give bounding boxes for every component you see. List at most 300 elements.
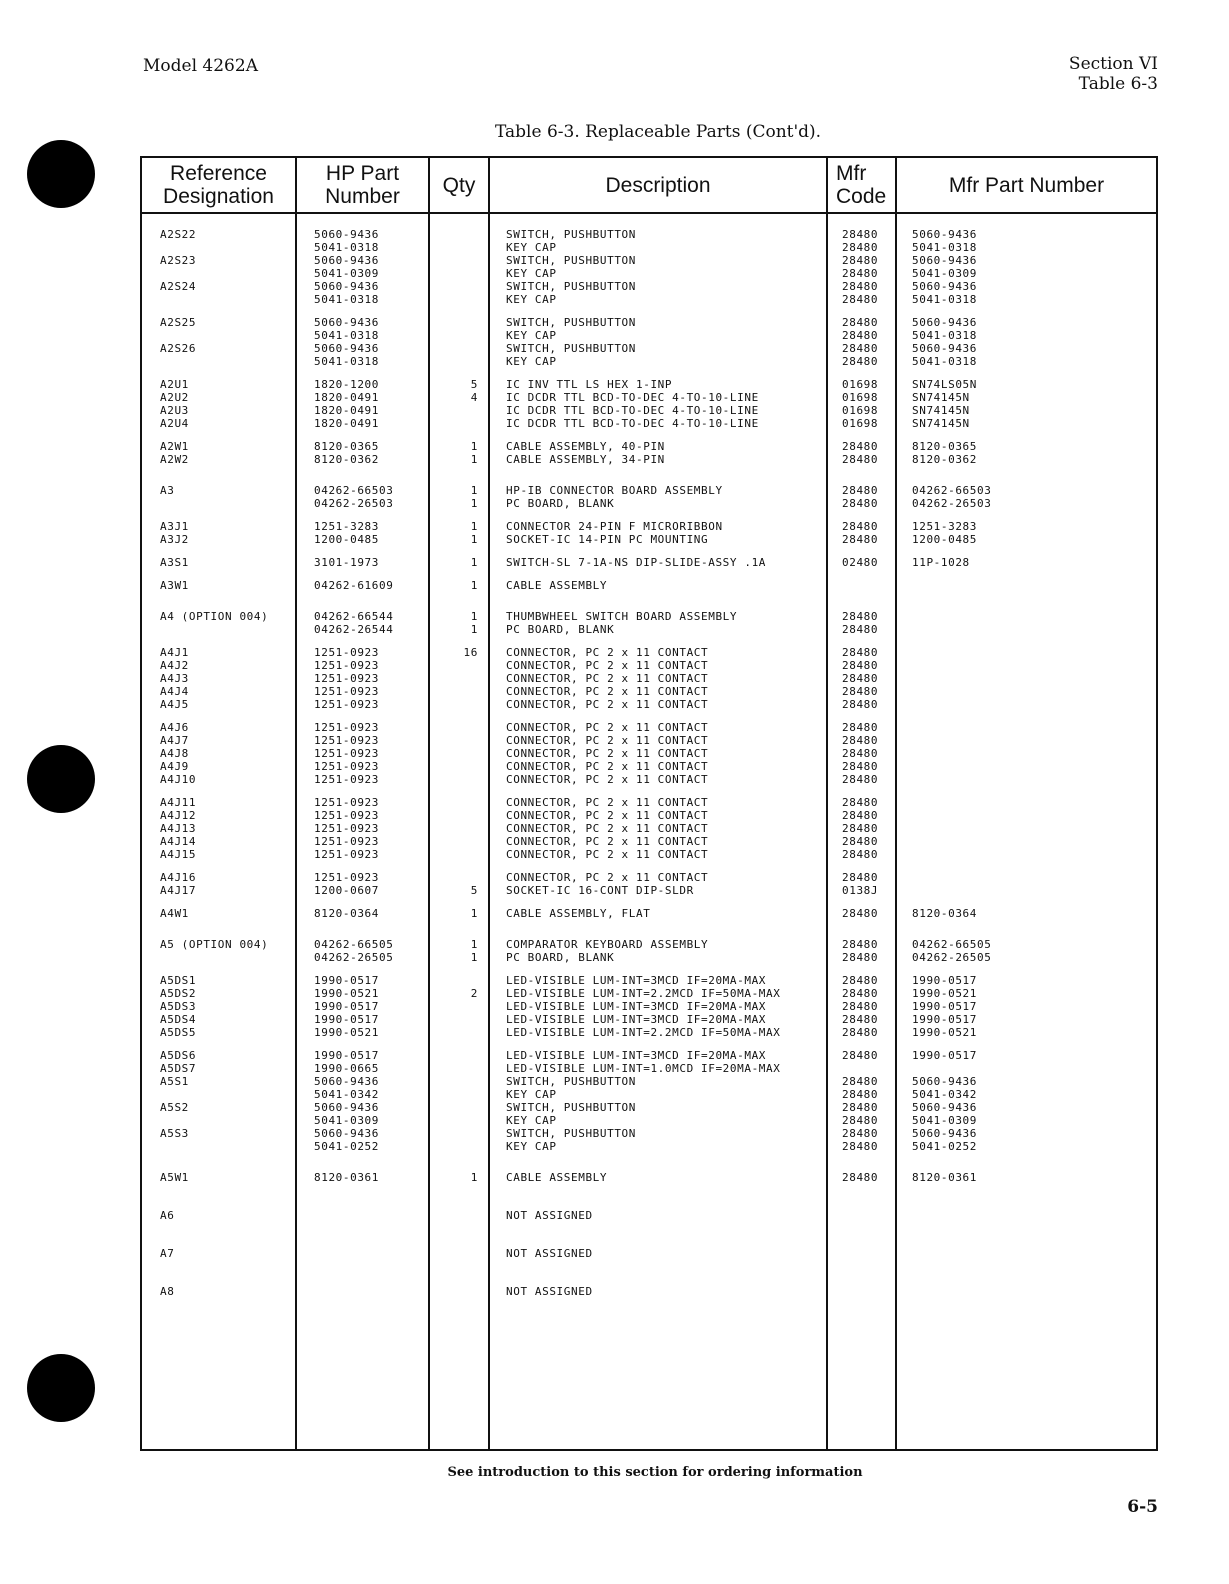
mfr-part-cell: 5041-0252 <box>912 1140 978 1153</box>
table-row <box>142 822 1156 835</box>
description-cell: KEY CAP <box>506 1140 557 1153</box>
hp-part-cell: 1251-0923 <box>314 685 380 698</box>
description-cell: CONNECTOR, PC 2 x 11 CONTACT <box>506 822 709 835</box>
hp-part-cell: 5041-0318 <box>314 355 380 368</box>
mfr-code-cell: 28480 <box>842 938 879 951</box>
hp-part-cell: 8120-0364 <box>314 907 380 920</box>
ref-cell: A5DS1 <box>160 974 197 987</box>
description-cell: PC BOARD, BLANK <box>506 623 615 636</box>
table-row <box>142 848 1156 861</box>
description-cell: LED-VISIBLE LUM-INT=2.2MCD IF=50MA-MAX <box>506 1026 781 1039</box>
ref-cell: A4J1 <box>160 646 189 659</box>
description-cell: LED-VISIBLE LUM-INT=3MCD IF=20MA-MAX <box>506 1000 767 1013</box>
mfr-code-cell: 28480 <box>842 974 879 987</box>
description-cell: CABLE ASSEMBLY, FLAT <box>506 907 651 920</box>
ref-cell: A4J5 <box>160 698 189 711</box>
mfr-part-cell: 1990-0521 <box>912 1026 978 1039</box>
hp-part-cell: 1251-0923 <box>314 734 380 747</box>
hp-part-cell: 1251-0923 <box>314 659 380 672</box>
hp-part-cell: 1251-0923 <box>314 796 380 809</box>
mfr-code-cell: 01698 <box>842 391 879 404</box>
ref-cell: A2S23 <box>160 254 197 267</box>
hp-part-cell: 8120-0361 <box>314 1171 380 1184</box>
description-cell: CONNECTOR 24-PIN F MICRORIBBON <box>506 520 723 533</box>
hp-part-cell: 1251-3283 <box>314 520 380 533</box>
table-row <box>142 1140 1156 1153</box>
mfr-part-cell: 5041-0318 <box>912 329 978 342</box>
table-row <box>142 987 1156 1000</box>
description-cell: CABLE ASSEMBLY <box>506 1171 608 1184</box>
mfr-code-cell: 28480 <box>842 809 879 822</box>
mfr-code-cell: 28480 <box>842 721 879 734</box>
hp-part-cell: 1251-0923 <box>314 835 380 848</box>
hp-part-cell: 5060-9436 <box>314 1075 380 1088</box>
col-header-text: Number <box>325 185 400 208</box>
mfr-code-cell: 28480 <box>842 835 879 848</box>
table-row <box>142 391 1156 404</box>
mfr-part-cell: 1990-0521 <box>912 987 978 1000</box>
qty-cell: 1 <box>470 579 478 592</box>
binder-hole <box>27 140 95 208</box>
hp-part-cell: 04262-61609 <box>314 579 394 592</box>
hp-part-cell: 5041-0318 <box>314 329 380 342</box>
description-cell: CONNECTOR, PC 2 x 11 CONTACT <box>506 659 709 672</box>
table-row <box>142 241 1156 254</box>
description-cell: IC DCDR TTL BCD-TO-DEC 4-TO-10-LINE <box>506 404 759 417</box>
description-cell: LED-VISIBLE LUM-INT=3MCD IF=20MA-MAX <box>506 974 767 987</box>
mfr-code-cell: 28480 <box>842 440 879 453</box>
ref-cell: A2U1 <box>160 378 189 391</box>
ref-cell: A2U2 <box>160 391 189 404</box>
hp-part-cell: 8120-0362 <box>314 453 380 466</box>
table-row <box>142 721 1156 734</box>
hp-part-cell: 04262-26503 <box>314 497 394 510</box>
table-row <box>142 533 1156 546</box>
description-cell: CABLE ASSEMBLY, 40-PIN <box>506 440 665 453</box>
description-cell: PC BOARD, BLANK <box>506 497 615 510</box>
col-header-text: HP Part <box>325 162 400 185</box>
mfr-code-cell: 28480 <box>842 1075 879 1088</box>
hp-part-cell: 1251-0923 <box>314 871 380 884</box>
table-row <box>142 809 1156 822</box>
hp-part-cell: 5041-0252 <box>314 1140 380 1153</box>
table-row <box>142 355 1156 368</box>
mfr-code-cell: 28480 <box>842 280 879 293</box>
description-cell: THUMBWHEEL SWITCH BOARD ASSEMBLY <box>506 610 738 623</box>
col-header-text: Mfr <box>836 162 867 185</box>
description-cell: NOT ASSIGNED <box>506 1209 593 1222</box>
ref-cell: A7 <box>160 1247 175 1260</box>
hp-part-cell: 1820-0491 <box>314 391 380 404</box>
page-number: 6-5 <box>1127 1497 1158 1517</box>
description-cell: IC DCDR TTL BCD-TO-DEC 4-TO-10-LINE <box>506 391 759 404</box>
mfr-code-cell: 01698 <box>842 417 879 430</box>
col-header-reference <box>142 158 295 212</box>
mfr-code-cell: 28480 <box>842 698 879 711</box>
mfr-part-cell: 5060-9436 <box>912 1075 978 1088</box>
mfr-code-cell: 28480 <box>842 1127 879 1140</box>
description-cell: COMPARATOR KEYBOARD ASSEMBLY <box>506 938 709 951</box>
mfr-part-cell: 04262-26505 <box>912 951 992 964</box>
mfr-part-cell: 5060-9436 <box>912 228 978 241</box>
table-row <box>142 646 1156 659</box>
ref-cell: A4 (OPTION 004) <box>160 610 269 623</box>
qty-cell: 1 <box>470 497 478 510</box>
ref-cell: A5W1 <box>160 1171 189 1184</box>
description-cell: CONNECTOR, PC 2 x 11 CONTACT <box>506 809 709 822</box>
table-row <box>142 1075 1156 1088</box>
mfr-code-cell: 28480 <box>842 871 879 884</box>
mfr-code-cell: 28480 <box>842 254 879 267</box>
mfr-code-cell: 28480 <box>842 685 879 698</box>
section-name: Section VI <box>1068 54 1158 74</box>
ref-cell: A4J2 <box>160 659 189 672</box>
hp-part-cell: 5041-0309 <box>314 267 380 280</box>
col-header-text: Description <box>605 173 711 197</box>
mfr-code-cell: 28480 <box>842 293 879 306</box>
mfr-part-cell: SN74145N <box>912 391 970 404</box>
table-row <box>142 1209 1156 1222</box>
hp-part-cell: 1990-0517 <box>314 974 380 987</box>
mfr-part-cell: 5060-9436 <box>912 342 978 355</box>
description-cell: CONNECTOR, PC 2 x 11 CONTACT <box>506 773 709 786</box>
mfr-code-cell: 28480 <box>842 1049 879 1062</box>
mfr-code-cell: 28480 <box>842 907 879 920</box>
ref-cell: A4J4 <box>160 685 189 698</box>
ref-cell: A3J1 <box>160 520 189 533</box>
description-cell: HP-IB CONNECTOR BOARD ASSEMBLY <box>506 484 723 497</box>
table-row <box>142 267 1156 280</box>
hp-part-cell: 1251-0923 <box>314 773 380 786</box>
table-row <box>142 280 1156 293</box>
hp-part-cell: 1200-0607 <box>314 884 380 897</box>
binder-hole <box>27 745 95 813</box>
description-cell: CABLE ASSEMBLY <box>506 579 608 592</box>
ref-cell: A4J15 <box>160 848 197 861</box>
col-header-qty <box>430 158 488 212</box>
table-row <box>142 610 1156 623</box>
hp-part-cell: 1820-1200 <box>314 378 380 391</box>
mfr-code-cell: 28480 <box>842 1013 879 1026</box>
table-row <box>142 484 1156 497</box>
mfr-code-cell: 28480 <box>842 1171 879 1184</box>
table-row <box>142 907 1156 920</box>
ref-cell: A4J9 <box>160 760 189 773</box>
col-header-mfr-part <box>897 158 1156 212</box>
table-row <box>142 1013 1156 1026</box>
mfr-part-cell: 1990-0517 <box>912 1000 978 1013</box>
mfr-code-cell: 28480 <box>842 316 879 329</box>
hp-part-cell: 3101-1973 <box>314 556 380 569</box>
binder-hole <box>27 1354 95 1422</box>
mfr-code-cell: 28480 <box>842 355 879 368</box>
table-ref: Table 6-3 <box>1078 74 1158 94</box>
mfr-code-cell: 28480 <box>842 848 879 861</box>
mfr-code-cell: 28480 <box>842 734 879 747</box>
hp-part-cell: 1820-0491 <box>314 417 380 430</box>
table-row <box>142 404 1156 417</box>
qty-cell: 5 <box>470 378 478 391</box>
table-row <box>142 1171 1156 1184</box>
description-cell: IC DCDR TTL BCD-TO-DEC 4-TO-10-LINE <box>506 417 759 430</box>
hp-part-cell: 04262-66503 <box>314 484 394 497</box>
description-cell: CONNECTOR, PC 2 x 11 CONTACT <box>506 760 709 773</box>
description-cell: NOT ASSIGNED <box>506 1285 593 1298</box>
mfr-part-cell: 5041-0318 <box>912 355 978 368</box>
description-cell: KEY CAP <box>506 293 557 306</box>
qty-cell: 1 <box>470 938 478 951</box>
col-header-hp-part <box>297 158 428 212</box>
section-label <box>1069 54 1158 94</box>
ref-cell: A5 (OPTION 004) <box>160 938 269 951</box>
ref-cell: A2S25 <box>160 316 197 329</box>
table-row <box>142 938 1156 951</box>
mfr-code-cell: 01698 <box>842 378 879 391</box>
ref-cell: A4J3 <box>160 672 189 685</box>
description-cell: CONNECTOR, PC 2 x 11 CONTACT <box>506 646 709 659</box>
table-row <box>142 1062 1156 1075</box>
col-header-text: Mfr Part Number <box>948 173 1105 197</box>
hp-part-cell: 5060-9436 <box>314 342 380 355</box>
mfr-code-cell: 28480 <box>842 822 879 835</box>
model-label: Model 4262A <box>143 56 258 76</box>
table-row <box>142 254 1156 267</box>
hp-part-cell: 5060-9436 <box>314 316 380 329</box>
qty-cell: 1 <box>470 623 478 636</box>
mfr-part-cell: 5060-9436 <box>912 254 978 267</box>
ref-cell: A5DS6 <box>160 1049 197 1062</box>
mfr-part-cell: 5041-0318 <box>912 241 978 254</box>
description-cell: KEY CAP <box>506 329 557 342</box>
ref-cell: A3 <box>160 484 175 497</box>
qty-cell: 1 <box>470 556 478 569</box>
mfr-code-cell: 28480 <box>842 1088 879 1101</box>
table-row <box>142 1285 1156 1298</box>
mfr-part-cell: 5060-9436 <box>912 316 978 329</box>
table-row <box>142 623 1156 636</box>
description-cell: LED-VISIBLE LUM-INT=2.2MCD IF=50MA-MAX <box>506 987 781 1000</box>
hp-part-cell: 04262-66544 <box>314 610 394 623</box>
mfr-code-cell: 28480 <box>842 329 879 342</box>
table-row <box>142 453 1156 466</box>
mfr-code-cell: 28480 <box>842 1101 879 1114</box>
hp-part-cell: 5060-9436 <box>314 228 380 241</box>
ref-cell: A4J12 <box>160 809 197 822</box>
hp-part-cell: 5060-9436 <box>314 254 380 267</box>
mfr-code-cell: 28480 <box>842 267 879 280</box>
description-cell: LED-VISIBLE LUM-INT=3MCD IF=20MA-MAX <box>506 1013 767 1026</box>
mfr-part-cell: 11P-1028 <box>912 556 970 569</box>
mfr-code-cell: 28480 <box>842 533 879 546</box>
table-row <box>142 293 1156 306</box>
header-divider <box>142 212 1156 214</box>
qty-cell: 4 <box>470 391 478 404</box>
mfr-code-cell: 28480 <box>842 623 879 636</box>
mfr-code-cell: 28480 <box>842 1140 879 1153</box>
hp-part-cell: 1200-0485 <box>314 533 380 546</box>
mfr-code-cell: 02480 <box>842 556 879 569</box>
mfr-code-cell: 0138J <box>842 884 879 897</box>
ref-cell: A5DS5 <box>160 1026 197 1039</box>
parts-table <box>140 156 1158 1451</box>
ref-cell: A4J8 <box>160 747 189 760</box>
description-cell: SWITCH, PUSHBUTTON <box>506 254 637 267</box>
qty-cell: 1 <box>470 907 478 920</box>
qty-cell: 1 <box>470 533 478 546</box>
hp-part-cell: 1251-0923 <box>314 672 380 685</box>
table-row <box>142 342 1156 355</box>
table-row <box>142 1026 1156 1039</box>
mfr-part-cell: 5041-0318 <box>912 293 978 306</box>
description-cell: SWITCH-SL 7-1A-NS DIP-SLIDE-ASSY .1A <box>506 556 767 569</box>
description-cell: KEY CAP <box>506 241 557 254</box>
ref-cell: A2W2 <box>160 453 189 466</box>
hp-part-cell: 1990-0665 <box>314 1062 380 1075</box>
ref-cell: A6 <box>160 1209 175 1222</box>
mfr-code-cell: 28480 <box>842 520 879 533</box>
qty-cell: 1 <box>470 1171 478 1184</box>
hp-part-cell: 5060-9436 <box>314 1127 380 1140</box>
mfr-code-cell: 28480 <box>842 342 879 355</box>
col-header-mfr-code <box>828 158 903 212</box>
qty-cell: 1 <box>470 520 478 533</box>
col-header-text: Qty <box>442 173 476 197</box>
table-row <box>142 497 1156 510</box>
description-cell: CONNECTOR, PC 2 x 11 CONTACT <box>506 747 709 760</box>
hp-part-cell: 1251-0923 <box>314 848 380 861</box>
description-cell: LED-VISIBLE LUM-INT=1.0MCD IF=20MA-MAX <box>506 1062 781 1075</box>
table-row <box>142 316 1156 329</box>
description-cell: NOT ASSIGNED <box>506 1247 593 1260</box>
description-cell: KEY CAP <box>506 1114 557 1127</box>
col-header-description <box>490 158 826 212</box>
hp-part-cell: 1820-0491 <box>314 404 380 417</box>
mfr-part-cell: 8120-0364 <box>912 907 978 920</box>
hp-part-cell: 1251-0923 <box>314 646 380 659</box>
description-cell: CABLE ASSEMBLY, 34-PIN <box>506 453 665 466</box>
table-row <box>142 1000 1156 1013</box>
footer-note: See introduction to this section for ordering information <box>447 1465 863 1480</box>
hp-part-cell: 8120-0365 <box>314 440 380 453</box>
ref-cell: A5DS2 <box>160 987 197 1000</box>
hp-part-cell: 04262-26544 <box>314 623 394 636</box>
ref-cell: A4J14 <box>160 835 197 848</box>
qty-cell: 1 <box>470 484 478 497</box>
mfr-code-cell: 01698 <box>842 404 879 417</box>
table-row <box>142 884 1156 897</box>
mfr-part-cell: 5041-0309 <box>912 267 978 280</box>
mfr-code-cell: 28480 <box>842 610 879 623</box>
description-cell: CONNECTOR, PC 2 x 11 CONTACT <box>506 871 709 884</box>
mfr-part-cell: 5060-9436 <box>912 1101 978 1114</box>
ref-cell: A3W1 <box>160 579 189 592</box>
hp-part-cell: 1990-0521 <box>314 987 380 1000</box>
table-row <box>142 1101 1156 1114</box>
description-cell: CONNECTOR, PC 2 x 11 CONTACT <box>506 835 709 848</box>
description-cell: SWITCH, PUSHBUTTON <box>506 1127 637 1140</box>
mfr-code-cell: 28480 <box>842 951 879 964</box>
hp-part-cell: 5041-0342 <box>314 1088 380 1101</box>
table-row <box>142 520 1156 533</box>
description-cell: CONNECTOR, PC 2 x 11 CONTACT <box>506 721 709 734</box>
description-cell: CONNECTOR, PC 2 x 11 CONTACT <box>506 734 709 747</box>
description-cell: CONNECTOR, PC 2 x 11 CONTACT <box>506 685 709 698</box>
hp-part-cell: 1251-0923 <box>314 747 380 760</box>
qty-cell: 1 <box>470 610 478 623</box>
mfr-part-cell: 8120-0361 <box>912 1171 978 1184</box>
col-header-text: Designation <box>163 185 274 208</box>
mfr-part-cell: 1990-0517 <box>912 974 978 987</box>
description-cell: KEY CAP <box>506 1088 557 1101</box>
ref-cell: A2S26 <box>160 342 197 355</box>
description-cell: SWITCH, PUSHBUTTON <box>506 316 637 329</box>
hp-part-cell: 5041-0318 <box>314 293 380 306</box>
mfr-part-cell: 5041-0342 <box>912 1088 978 1101</box>
ref-cell: A5S3 <box>160 1127 189 1140</box>
hp-part-cell: 04262-26505 <box>314 951 394 964</box>
ref-cell: A2W1 <box>160 440 189 453</box>
mfr-code-cell: 28480 <box>842 497 879 510</box>
hp-part-cell: 5041-0318 <box>314 241 380 254</box>
ref-cell: A4J10 <box>160 773 197 786</box>
mfr-code-cell: 28480 <box>842 228 879 241</box>
mfr-part-cell: SN74145N <box>912 404 970 417</box>
table-row <box>142 1114 1156 1127</box>
mfr-code-cell: 28480 <box>842 1114 879 1127</box>
mfr-code-cell: 28480 <box>842 453 879 466</box>
qty-cell: 1 <box>470 440 478 453</box>
table-row <box>142 1088 1156 1101</box>
mfr-part-cell: 8120-0362 <box>912 453 978 466</box>
mfr-part-cell: 1990-0517 <box>912 1013 978 1026</box>
table-row <box>142 760 1156 773</box>
description-cell: KEY CAP <box>506 355 557 368</box>
table-row <box>142 734 1156 747</box>
table-row <box>142 672 1156 685</box>
mfr-code-cell: 28480 <box>842 1000 879 1013</box>
hp-part-cell: 04262-66505 <box>314 938 394 951</box>
table-row <box>142 579 1156 592</box>
mfr-code-cell: 28480 <box>842 659 879 672</box>
mfr-part-cell: SN74LS05N <box>912 378 978 391</box>
ref-cell: A5S2 <box>160 1101 189 1114</box>
description-cell: CONNECTOR, PC 2 x 11 CONTACT <box>506 698 709 711</box>
table-row <box>142 329 1156 342</box>
table-row <box>142 698 1156 711</box>
ref-cell: A4J17 <box>160 884 197 897</box>
ref-cell: A5DS7 <box>160 1062 197 1075</box>
mfr-code-cell: 28480 <box>842 672 879 685</box>
description-cell: CONNECTOR, PC 2 x 11 CONTACT <box>506 796 709 809</box>
table-title: Table 6-3. Replaceable Parts (Cont'd). <box>495 122 822 142</box>
ref-cell: A4J6 <box>160 721 189 734</box>
table-row <box>142 951 1156 964</box>
description-cell: SOCKET-IC 14-PIN PC MOUNTING <box>506 533 709 546</box>
mfr-code-cell: 28480 <box>842 773 879 786</box>
table-row <box>142 378 1156 391</box>
mfr-part-cell: 1200-0485 <box>912 533 978 546</box>
description-cell: SWITCH, PUSHBUTTON <box>506 342 637 355</box>
mfr-code-cell: 28480 <box>842 796 879 809</box>
table-row <box>142 974 1156 987</box>
table-row <box>142 1247 1156 1260</box>
table-row <box>142 417 1156 430</box>
ref-cell: A4J16 <box>160 871 197 884</box>
mfr-code-cell: 28480 <box>842 484 879 497</box>
ref-cell: A8 <box>160 1285 175 1298</box>
table-row <box>142 1127 1156 1140</box>
mfr-part-cell: 04262-26503 <box>912 497 992 510</box>
